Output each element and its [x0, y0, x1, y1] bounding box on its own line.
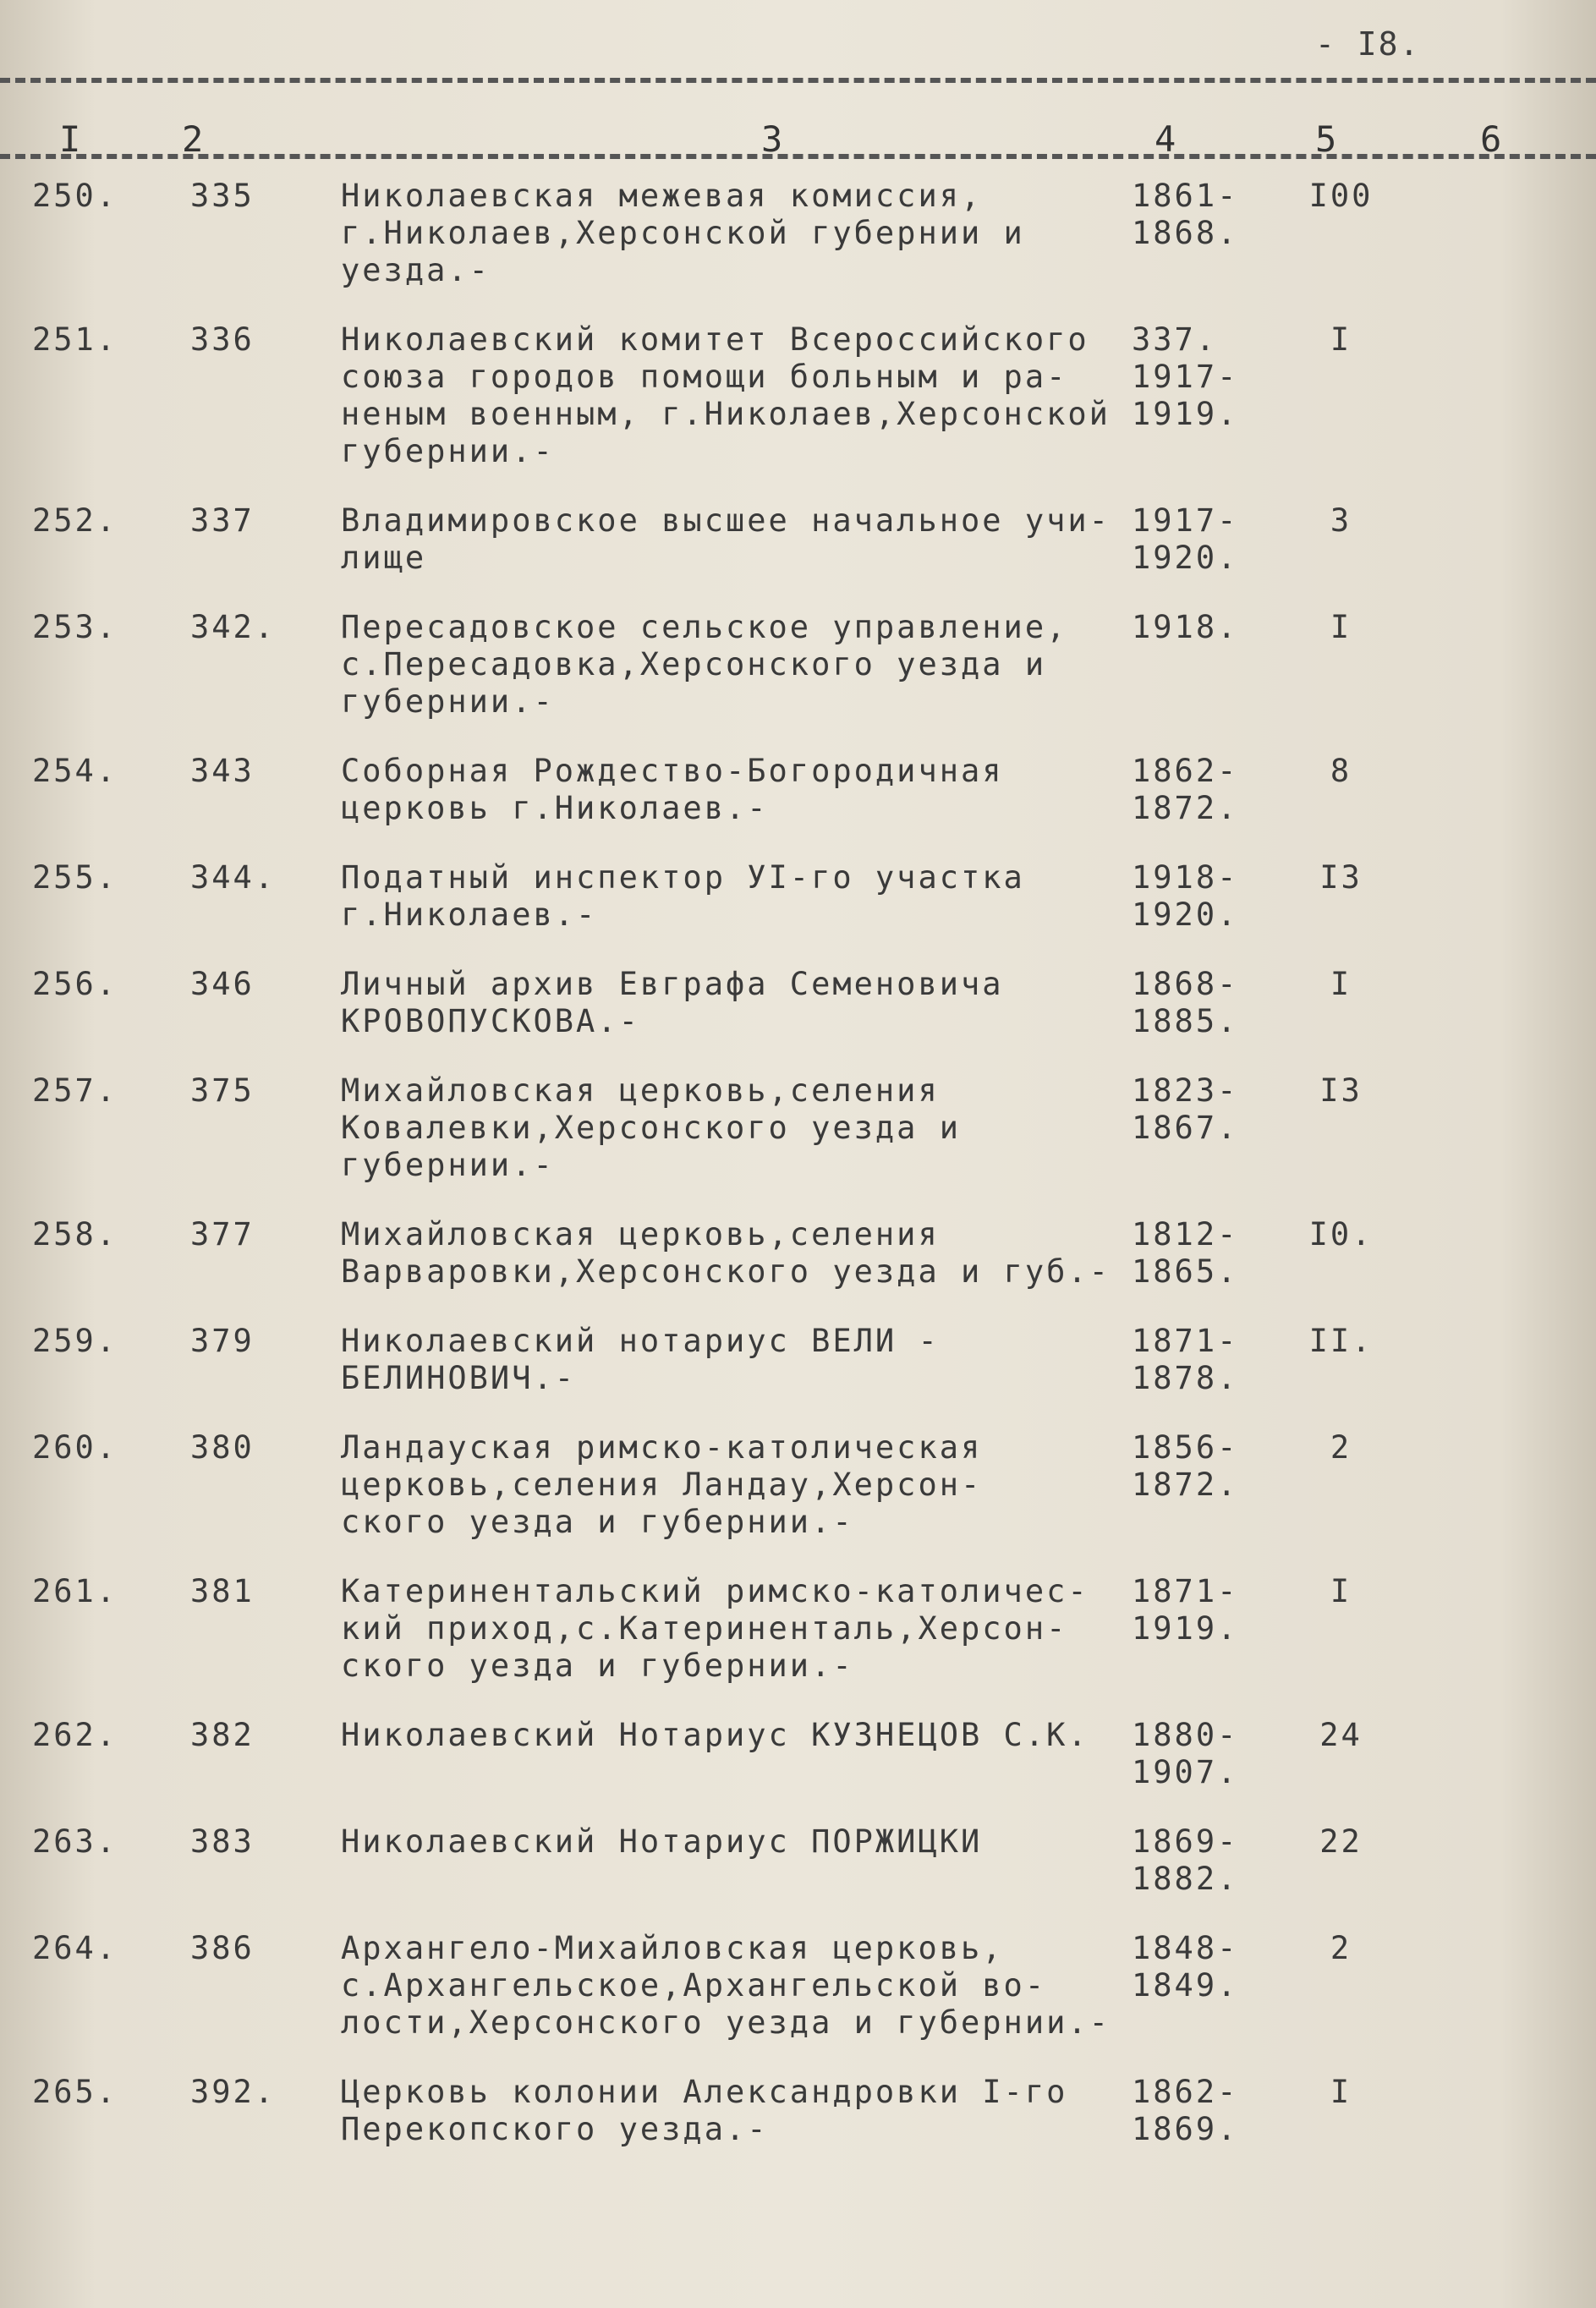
table-row	[0, 1930, 1596, 2042]
table-row	[0, 321, 1596, 470]
file-count: 24	[1319, 1717, 1363, 1753]
fund-number: 346	[190, 966, 255, 1002]
fund-number: 386	[190, 1930, 255, 1966]
file-count: I	[1330, 1573, 1352, 1609]
row-number: 260.	[32, 1429, 118, 1466]
fund-number: 377	[190, 1216, 255, 1253]
fund-title: Михайловская церковь,селения Варваровки,Херсонского уезда и губ.-	[341, 1216, 1111, 1290]
fund-title: Соборная Рождество-Богородичная церковь г.Николаев.-	[341, 753, 1004, 826]
column-number-3: 3	[761, 118, 783, 160]
fund-title: Николаевский комитет Всероссийского союза городов помощи больным и ра- неным военным, г.Николаев,Херсонской губернии.-	[341, 321, 1111, 469]
table-row	[0, 1823, 1596, 1898]
fund-number: 381	[190, 1573, 255, 1609]
row-number: 254.	[32, 753, 118, 789]
row-number: 258.	[32, 1216, 118, 1253]
table-row	[0, 1429, 1596, 1541]
row-number: 255.	[32, 859, 118, 896]
file-count: II.	[1308, 1323, 1374, 1359]
fund-number: 343	[190, 753, 255, 789]
file-count: I0.	[1308, 1216, 1374, 1253]
row-number: 263.	[32, 1823, 118, 1860]
date-range: 1861- 1868.	[1132, 178, 1239, 251]
fund-title: Николаевская межевая комиссия, г.Николаев,Херсонской губернии и уезда.-	[341, 178, 1025, 288]
row-number: 257.	[32, 1072, 118, 1109]
inventory-list	[0, 178, 1596, 2180]
fund-title: Личный архив Евграфа Семеновича КРОВОПУСКОВА.-	[341, 966, 1004, 1039]
date-range: 1812- 1865.	[1132, 1216, 1239, 1290]
date-range: 1848- 1849.	[1132, 1930, 1239, 2004]
fund-title: Николаевский Нотариус ПОРЖИЦКИ	[341, 1823, 983, 1860]
fund-title: Николаевский нотариус ВЕЛИ - БЕЛИНОВИЧ.-	[341, 1323, 940, 1396]
file-count: I	[1330, 321, 1352, 358]
fund-number: 335	[190, 178, 255, 214]
row-number: 265.	[32, 2074, 118, 2110]
file-count: I	[1330, 2074, 1352, 2110]
file-count: I3	[1319, 859, 1363, 896]
date-range: 1823- 1867.	[1132, 1072, 1239, 1146]
file-count: 22	[1319, 1823, 1363, 1860]
fund-title: Церковь колонии Александровки I-го Перекопского уезда.-	[341, 2074, 1068, 2147]
row-number: 250.	[32, 178, 118, 214]
file-count: 8	[1330, 753, 1352, 789]
date-range: 1917- 1920.	[1132, 502, 1239, 576]
table-row	[0, 1216, 1596, 1291]
fund-number: 344.	[190, 859, 277, 896]
table-row	[0, 966, 1596, 1040]
date-range: 1871- 1919.	[1132, 1573, 1239, 1647]
table-row	[0, 1573, 1596, 1685]
column-number-1: I	[59, 118, 81, 160]
file-count: I00	[1308, 178, 1374, 214]
column-number-6: 6	[1480, 118, 1502, 160]
fund-number: 382	[190, 1717, 255, 1753]
table-row	[0, 178, 1596, 289]
fund-number: 383	[190, 1823, 255, 1860]
table-row	[0, 859, 1596, 934]
page-number: - I8.	[1315, 25, 1421, 63]
fund-number: 380	[190, 1429, 255, 1466]
table-row	[0, 502, 1596, 577]
fund-number: 342.	[190, 609, 277, 645]
row-number: 259.	[32, 1323, 118, 1359]
fund-number: 337	[190, 502, 255, 539]
row-number: 262.	[32, 1717, 118, 1753]
row-number: 256.	[32, 966, 118, 1002]
header-top-rule	[0, 78, 1596, 83]
row-number: 264.	[32, 1930, 118, 1966]
table-row	[0, 2074, 1596, 2148]
fund-title: Катеринентальский римско-католичес- кий приход,с.Катериненталь,Херсон- ского уезда и губернии.-	[341, 1573, 1089, 1684]
file-count: I	[1330, 966, 1352, 1002]
date-range: 1868- 1885.	[1132, 966, 1239, 1039]
column-number-2: 2	[182, 118, 204, 160]
date-range: 1880- 1907.	[1132, 1717, 1239, 1790]
date-range: 1869- 1882.	[1132, 1823, 1239, 1897]
table-row	[0, 609, 1596, 721]
table-row	[0, 753, 1596, 827]
row-number: 251.	[32, 321, 118, 358]
date-range: 1862- 1869.	[1132, 2074, 1239, 2147]
date-range: 1918.	[1132, 609, 1239, 645]
date-range: 1862- 1872.	[1132, 753, 1239, 826]
fund-number: 375	[190, 1072, 255, 1109]
date-range: 1856- 1872.	[1132, 1429, 1239, 1503]
file-count: 2	[1330, 1429, 1352, 1466]
date-range: 1871- 1878.	[1132, 1323, 1239, 1396]
table-row	[0, 1717, 1596, 1791]
row-number: 252.	[32, 502, 118, 539]
file-count: I	[1330, 609, 1352, 645]
fund-number: 336	[190, 321, 255, 358]
row-number: 253.	[32, 609, 118, 645]
fund-title: Ландауская римско-католическая церковь,селения Ландау,Херсон- ского уезда и губернии.-	[341, 1429, 983, 1540]
fund-title: Податный инспектор УI-го участка г.Николаев.-	[341, 859, 1025, 933]
table-row	[0, 1072, 1596, 1184]
file-count: I3	[1319, 1072, 1363, 1109]
column-number-4: 4	[1154, 118, 1176, 160]
fund-title: Пересадовское сельское управление, с.Пересадовка,Херсонского уезда и губернии.-	[341, 609, 1068, 720]
fund-title: Михайловская церковь,селения Ковалевки,Херсонского уезда и губернии.-	[341, 1072, 962, 1183]
column-number-5: 5	[1315, 118, 1337, 160]
fund-title: Николаевский Нотариус КУЗНЕЦОВ С.К.	[341, 1717, 1089, 1753]
fund-title: Владимировское высшее начальное учи- лище	[341, 502, 1111, 576]
date-range: 1918- 1920.	[1132, 859, 1239, 933]
date-range: 337. 1917- 1919.	[1132, 321, 1239, 432]
fund-number: 379	[190, 1323, 255, 1359]
file-count: 3	[1330, 502, 1352, 539]
file-count: 2	[1330, 1930, 1352, 1966]
fund-number: 392.	[190, 2074, 277, 2110]
header-bottom-rule	[0, 154, 1596, 159]
table-row	[0, 1323, 1596, 1397]
fund-title: Архангело-Михайловская церковь, с.Архангельское,Архангельской во- лости,Херсонского уезда и губернии.-	[341, 1930, 1111, 2041]
row-number: 261.	[32, 1573, 118, 1609]
